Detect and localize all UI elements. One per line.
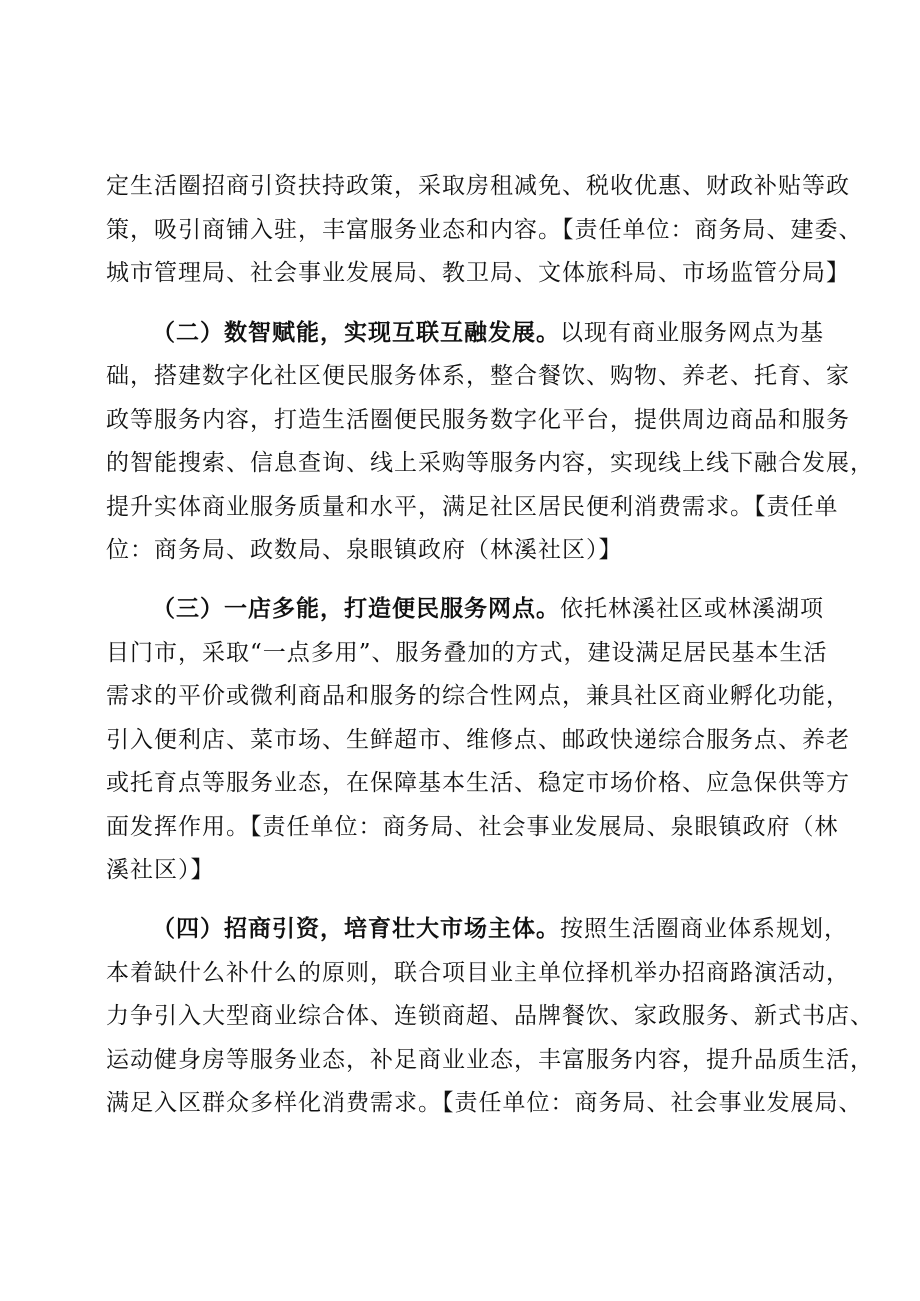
text-line: 按照生活圈商业体系规划， (560, 916, 848, 942)
section-3-heading: （三）一店多能，打造便民服务网点。 (152, 595, 560, 622)
text-line: 定生活圈招商引资扶持政策，采取房租减免、税收优惠、财政补贴等政 (106, 173, 850, 199)
text-line: 溪社区）】 (106, 857, 215, 883)
text-line: 策，吸引商铺入驻，丰富服务业态和内容。【责任单位：商务局、建委、 (106, 217, 863, 243)
text-line: 依托林溪社区或林溪湖项 (560, 596, 824, 622)
text-line: 政等服务内容，打造生活圈便民服务数字化平台，提供周边商品和服务 (106, 407, 850, 433)
text-line: 引入便利店、菜市场、生鲜超市、维修点、邮政快递综合服务点、养老 (106, 727, 850, 753)
section-2-first-line (152, 319, 824, 347)
text-line: 础，搭建数字化社区便民服务体系，整合餐饮、购物、养老、托育、家 (106, 363, 850, 389)
text-line: 需求的平价或微利商品和服务的综合性网点，兼具社区商业孵化功能， (106, 683, 850, 709)
text-line: 力争引入大型商业综合体、连锁商超、品牌餐饮、家政服务、新式书店、 (106, 1003, 874, 1029)
text-line: 的智能搜索、信息查询、线上采购等服务内容，实现线上线下融合发展， (106, 450, 874, 476)
text-line: 位：商务局、政数局、泉眼镇政府（林溪社区）】 (106, 537, 623, 563)
text-line: 运动健身房等服务业态，补足商业业态，丰富服务内容，提升品质生活， (106, 1047, 874, 1073)
text-line: 本着缺什么补什么的原则，联合项目业主单位择机举办招商路演活动， (106, 960, 850, 986)
text-line: 面发挥作用。【责任单位：商务局、社会事业发展局、泉眼镇政府（林 (106, 814, 839, 840)
text-line: 以现有商业服务网点为基 (560, 320, 824, 346)
text-line: 或托育点等服务业态，在保障基本生活、稳定市场价格、应急保供等方 (106, 770, 850, 796)
section-4-heading: （四）招商引资，培育壮大市场主体。 (152, 915, 560, 942)
section-3-first-line (152, 595, 824, 623)
section-2-heading: （二）数智赋能，实现互联互融发展。 (152, 319, 560, 346)
text-line: 目门市，采取“一点多用”、服务叠加的方式，建设满足居民基本生活 (106, 640, 828, 666)
text-line: 提升实体商业服务质量和水平，满足社区居民便利消费需求。【责任单 (106, 494, 839, 520)
text-line: 满足入区群众多样化消费需求。【责任单位：商务局、社会事业发展局、 (106, 1090, 863, 1116)
section-4-first-line (152, 915, 848, 943)
text-line: 城市管理局、社会事业发展局、教卫局、文体旅科局、市场监管分局】 (106, 260, 850, 286)
